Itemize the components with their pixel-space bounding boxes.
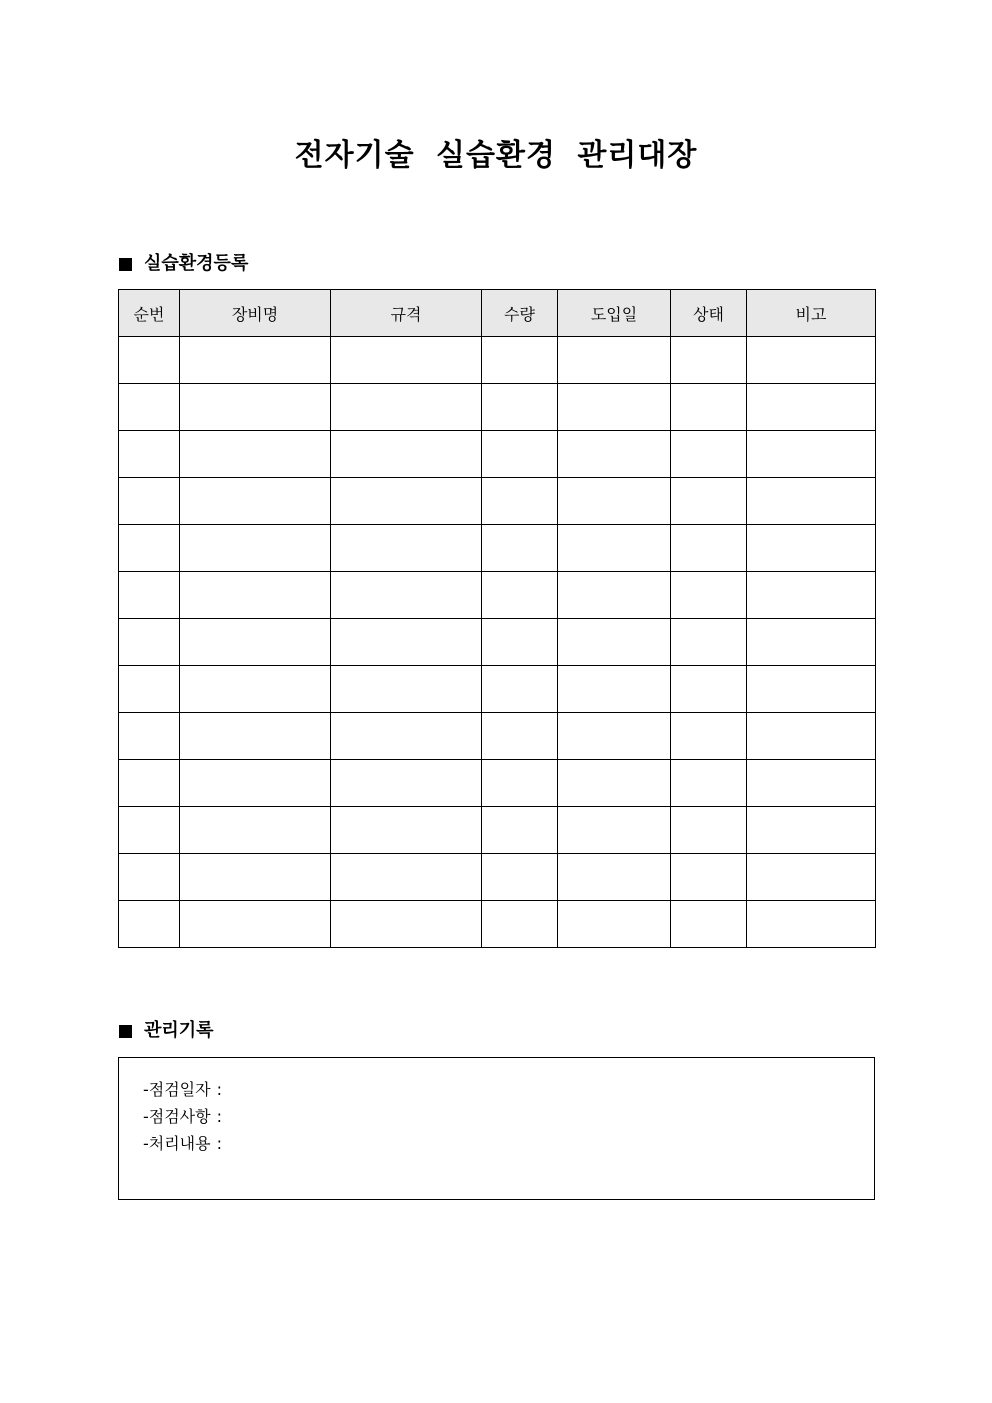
column-header-introduced-date: 도입일	[558, 290, 671, 337]
table-cell[interactable]	[747, 525, 876, 572]
table-cell[interactable]	[747, 666, 876, 713]
table-cell[interactable]	[558, 760, 671, 807]
table-cell[interactable]	[747, 384, 876, 431]
records-box	[118, 1057, 875, 1200]
table-cell[interactable]	[180, 337, 331, 384]
table-row	[119, 760, 876, 807]
column-header-no: 순번	[119, 290, 180, 337]
column-header-status: 상태	[671, 290, 747, 337]
table-cell[interactable]	[671, 619, 747, 666]
table-cell[interactable]	[331, 807, 482, 854]
table-cell[interactable]	[558, 431, 671, 478]
table-body	[119, 337, 876, 948]
table-row	[119, 384, 876, 431]
table-cell[interactable]	[482, 525, 558, 572]
record-label: -처리내용	[143, 1134, 211, 1153]
table-cell[interactable]	[119, 666, 180, 713]
table-cell[interactable]	[671, 384, 747, 431]
table-cell[interactable]	[747, 478, 876, 525]
table-cell[interactable]	[482, 478, 558, 525]
table-cell[interactable]	[331, 478, 482, 525]
table-row	[119, 666, 876, 713]
table-cell[interactable]	[180, 431, 331, 478]
table-cell[interactable]	[180, 854, 331, 901]
table-cell[interactable]	[331, 713, 482, 760]
table-cell[interactable]	[747, 431, 876, 478]
table-cell[interactable]	[671, 431, 747, 478]
black-square-icon	[119, 258, 132, 271]
table-cell[interactable]	[119, 760, 180, 807]
table-cell[interactable]	[747, 854, 876, 901]
record-line-action-taken	[143, 1130, 222, 1157]
records-fields	[143, 1076, 222, 1157]
table-row	[119, 478, 876, 525]
table-cell[interactable]	[119, 713, 180, 760]
table-cell[interactable]	[482, 901, 558, 948]
table-cell[interactable]	[119, 525, 180, 572]
table-cell[interactable]	[671, 478, 747, 525]
table-cell[interactable]	[671, 854, 747, 901]
table-cell[interactable]	[482, 619, 558, 666]
table-cell[interactable]	[331, 901, 482, 948]
record-line-inspection-items	[143, 1103, 222, 1130]
table-cell[interactable]	[671, 807, 747, 854]
records-section-heading	[119, 1019, 214, 1043]
table-row	[119, 901, 876, 948]
record-separator: :	[216, 1134, 222, 1153]
table-cell[interactable]	[671, 572, 747, 619]
table-cell[interactable]	[558, 572, 671, 619]
table-cell[interactable]	[747, 760, 876, 807]
table-row	[119, 713, 876, 760]
table-cell[interactable]	[747, 619, 876, 666]
table-cell[interactable]	[119, 807, 180, 854]
table-header-row	[119, 290, 876, 337]
table-cell[interactable]	[331, 431, 482, 478]
table-cell[interactable]	[331, 666, 482, 713]
record-separator: :	[216, 1107, 222, 1126]
table-cell[interactable]	[482, 807, 558, 854]
table-cell[interactable]	[671, 337, 747, 384]
table-cell[interactable]	[482, 431, 558, 478]
black-square-icon	[119, 1025, 132, 1038]
table-cell[interactable]	[482, 384, 558, 431]
table-cell[interactable]	[180, 525, 331, 572]
table-cell[interactable]	[558, 337, 671, 384]
record-label: -점검일자	[143, 1080, 211, 1099]
table-row	[119, 619, 876, 666]
table-row	[119, 337, 876, 384]
table-cell[interactable]	[119, 478, 180, 525]
document-title: 전자기술 실습환경 관리대장	[294, 138, 698, 173]
table-row	[119, 525, 876, 572]
table-cell[interactable]	[671, 525, 747, 572]
table-cell[interactable]	[671, 760, 747, 807]
table-cell[interactable]	[119, 854, 180, 901]
table-cell[interactable]	[180, 384, 331, 431]
table-cell[interactable]	[119, 384, 180, 431]
table-cell[interactable]	[482, 666, 558, 713]
table-cell[interactable]	[331, 760, 482, 807]
table-cell[interactable]	[558, 713, 671, 760]
table-cell[interactable]	[482, 713, 558, 760]
table-cell[interactable]	[558, 525, 671, 572]
table-cell[interactable]	[747, 807, 876, 854]
equipment-register-table	[118, 289, 876, 948]
table-cell[interactable]	[119, 619, 180, 666]
table-cell[interactable]	[482, 337, 558, 384]
table-cell[interactable]	[180, 478, 331, 525]
table-cell[interactable]	[331, 384, 482, 431]
table-cell[interactable]	[747, 337, 876, 384]
table-cell[interactable]	[180, 807, 331, 854]
column-header-spec: 규격	[331, 290, 482, 337]
table-cell[interactable]	[482, 854, 558, 901]
table-cell[interactable]	[671, 666, 747, 713]
record-label: -점검사항	[143, 1107, 211, 1126]
table-cell[interactable]	[331, 525, 482, 572]
column-header-equipment-name: 장비명	[180, 290, 331, 337]
record-line-inspection-date	[143, 1076, 222, 1103]
table-cell[interactable]	[747, 713, 876, 760]
table-cell[interactable]	[180, 901, 331, 948]
table-cell[interactable]	[671, 901, 747, 948]
table-row	[119, 807, 876, 854]
table-cell[interactable]	[558, 619, 671, 666]
table-cell[interactable]	[747, 572, 876, 619]
table-cell[interactable]	[747, 901, 876, 948]
table-cell[interactable]	[331, 572, 482, 619]
table-row	[119, 854, 876, 901]
table-cell[interactable]	[331, 337, 482, 384]
table-cell[interactable]	[558, 854, 671, 901]
table-cell[interactable]	[180, 760, 331, 807]
table-cell[interactable]	[482, 760, 558, 807]
records-section-label: 관리기록	[144, 1020, 214, 1041]
record-separator: :	[216, 1080, 222, 1099]
table-cell[interactable]	[180, 666, 331, 713]
table-cell[interactable]	[482, 572, 558, 619]
table-cell[interactable]	[558, 666, 671, 713]
table-cell[interactable]	[558, 807, 671, 854]
table-cell[interactable]	[558, 478, 671, 525]
table-cell[interactable]	[119, 901, 180, 948]
table-cell[interactable]	[331, 619, 482, 666]
table-cell[interactable]	[180, 713, 331, 760]
column-header-remarks: 비고	[747, 290, 876, 337]
table-cell[interactable]	[671, 713, 747, 760]
table-cell[interactable]	[119, 431, 180, 478]
table-cell[interactable]	[119, 572, 180, 619]
table-cell[interactable]	[558, 384, 671, 431]
table-cell[interactable]	[180, 619, 331, 666]
table-cell[interactable]	[558, 901, 671, 948]
column-header-quantity: 수량	[482, 290, 558, 337]
register-section-heading	[119, 252, 248, 276]
table-cell[interactable]	[331, 854, 482, 901]
table-cell[interactable]	[180, 572, 331, 619]
table-row	[119, 572, 876, 619]
table-cell[interactable]	[119, 337, 180, 384]
table-row	[119, 431, 876, 478]
register-section-label: 실습환경등록	[144, 253, 249, 274]
